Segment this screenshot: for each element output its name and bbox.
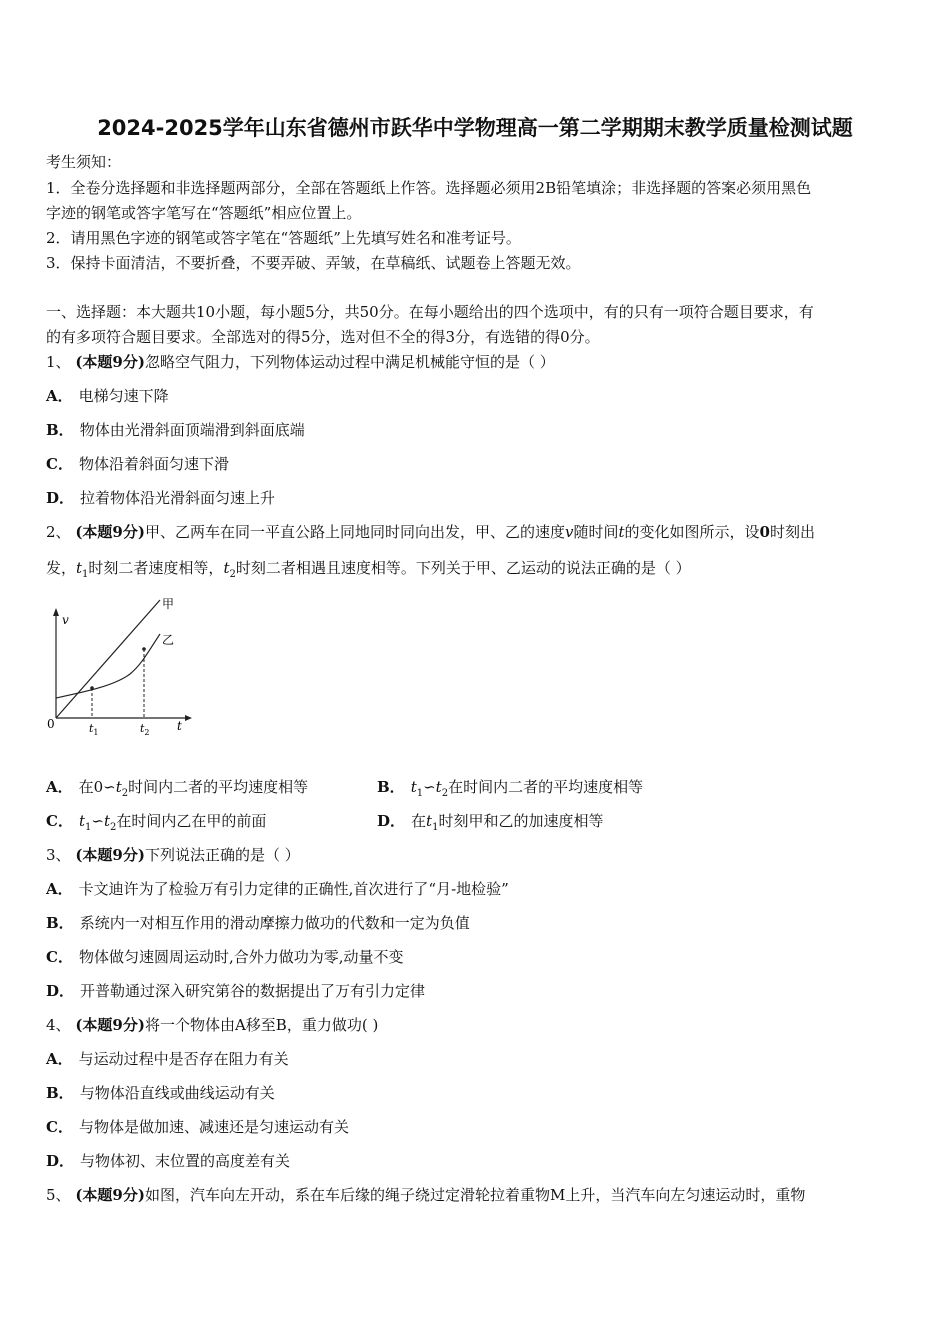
option-d[interactable] <box>377 811 603 838</box>
question-score: (本题9分) <box>75 353 145 371</box>
t-axis-label: t <box>177 719 182 733</box>
option-text: ∽ <box>423 778 436 796</box>
question-number: 3、 <box>46 846 71 864</box>
option-b[interactable] <box>46 420 305 440</box>
jia-label: 甲 <box>162 597 175 611</box>
option-label: A． <box>46 880 73 898</box>
option-c[interactable] <box>46 947 404 967</box>
option-text: 电梯匀速下降 <box>78 387 169 405</box>
question-stem: 将一个物体由A移至B，重力做功( ) <box>144 1016 379 1034</box>
variable-t: t <box>618 523 625 541</box>
option-label: D． <box>377 812 406 830</box>
option-c[interactable] <box>46 811 266 838</box>
option-c[interactable] <box>46 454 229 474</box>
option-label: C． <box>46 812 73 830</box>
variable-v: v <box>564 523 574 541</box>
question-number: 2、 <box>46 523 71 541</box>
subscript: 2 <box>109 822 117 833</box>
t1-point <box>90 686 94 690</box>
yi-label: 乙 <box>162 633 175 647</box>
t1-tick-label: $t_1$ <box>89 722 99 737</box>
option-text: 与运动过程中是否存在阻力有关 <box>78 1050 289 1068</box>
option-a[interactable] <box>46 879 509 899</box>
option-b[interactable] <box>377 777 643 804</box>
variable-t: t <box>426 812 433 830</box>
question-stem: 的变化如图所示，设 <box>624 523 760 541</box>
notice-item: 3．保持卡面清洁，不要折叠，不要弄破、弄皱，在草稿纸、试题卷上答题无效。 <box>46 254 581 272</box>
zero-value: 0 <box>759 523 770 541</box>
option-b[interactable] <box>46 1083 275 1103</box>
t-axis-arrow <box>185 715 192 721</box>
option-b[interactable] <box>46 913 470 933</box>
origin-label: 0 <box>47 717 55 731</box>
subscript: 1 <box>84 822 92 833</box>
variable-t1: t <box>76 559 83 577</box>
option-text: 与物体初、末位置的高度差有关 <box>80 1152 291 1170</box>
question-stem: 甲、乙两车在同一平直公路上同地同时同向出发，甲、乙的速度 <box>144 523 565 541</box>
question-stem: 时刻出 <box>769 523 815 541</box>
option-label: B． <box>46 1084 74 1102</box>
option-c[interactable] <box>46 1117 349 1137</box>
question-5 <box>46 1185 805 1205</box>
option-text: 开普勒通过深入研究第谷的数据提出了万有引力定律 <box>80 982 426 1000</box>
notice-item: 1．全卷分选择题和非选择题两部分，全部在答题纸上作答。选择题必须用2B铅笔填涂；非选择题的答案必须用黑色 <box>46 179 812 197</box>
subscript: 1 <box>82 569 89 580</box>
option-a[interactable] <box>46 386 169 406</box>
option-text: 与物体是做加速、减速还是匀速运动有关 <box>78 1118 349 1136</box>
option-label: A． <box>46 387 73 405</box>
option-label: D． <box>46 1152 75 1170</box>
subscript: 2 <box>229 569 236 580</box>
option-label: A． <box>46 1050 73 1068</box>
subscript: 1 <box>432 822 439 833</box>
question-stem: 如图，汽车向左开动，系在车后缘的绳子绕过定滑轮拉着重物M上升，当汽车向左匀速运动时，重物 <box>144 1186 806 1204</box>
section-intro: 一、选择题：本大题共10小题，每小题5分，共50分。在每小题给出的四个选项中，有的只有一项符合题目要求，有 <box>46 303 814 321</box>
question-score: (本题9分) <box>75 846 145 864</box>
option-text: 时间内二者的平均速度相等 <box>128 778 309 796</box>
option-a[interactable] <box>46 777 308 804</box>
option-label: A． <box>46 778 73 796</box>
page-title: 2024-2025学年山东省德州市跃华中学物理高一第二学期期末教学质量检测试题 <box>97 116 853 140</box>
question-score: (本题9分) <box>75 523 145 541</box>
variable-t: t <box>78 812 85 830</box>
option-text: 物体做匀速圆周运动时,合外力做功为零,动量不变 <box>78 948 404 966</box>
option-text: 卡文迪许为了检验万有引力定律的正确性,首次进行了“月-地检验” <box>78 880 509 898</box>
option-d[interactable] <box>46 488 275 508</box>
variable-t: t <box>410 778 417 796</box>
question-stem: 忽略空气阻力，下列物体运动过程中满足机械能守恒的是（ ） <box>144 353 555 371</box>
option-text: 时刻甲和乙的加速度相等 <box>438 812 604 830</box>
option-text: 在0∽ <box>78 778 116 796</box>
option-label: C． <box>46 455 73 473</box>
question-3 <box>46 845 300 865</box>
variable-t: t <box>115 778 122 796</box>
question-stem: 发， <box>46 559 77 577</box>
question-number: 4、 <box>46 1016 71 1034</box>
t2-point <box>142 647 146 651</box>
notice-heading: 考生须知： <box>46 153 122 171</box>
question-1 <box>46 352 555 372</box>
notice-item: 字迹的钢笔或答字笔写在“答题纸”相应位置上。 <box>46 204 362 222</box>
question-stem: 时刻二者速度相等， <box>88 559 224 577</box>
velocity-time-graph <box>44 594 204 744</box>
question-4 <box>46 1015 378 1035</box>
option-a[interactable] <box>46 1049 289 1069</box>
option-text: ∽ <box>91 812 104 830</box>
question-stem: 随时间 <box>573 523 619 541</box>
question-2 <box>46 522 815 542</box>
t2-tick-label: $t_2$ <box>140 722 150 737</box>
option-text: 物体沿着斜面匀速下滑 <box>78 455 229 473</box>
option-text: 与物体沿直线或曲线运动有关 <box>79 1084 275 1102</box>
option-text: 在 <box>411 812 427 830</box>
variable-t2: t <box>223 559 230 577</box>
option-text: 物体由光滑斜面顶端滑到斜面底端 <box>79 421 305 439</box>
question-stem: 下列说法正确的是（ ） <box>144 846 300 864</box>
option-label: D． <box>46 982 75 1000</box>
option-text: 拉着物体沿光滑斜面匀速上升 <box>80 489 276 507</box>
subscript: 2 <box>121 788 129 799</box>
variable-t: t <box>103 812 110 830</box>
question-score: (本题9分) <box>75 1186 145 1204</box>
option-text: 在时间内乙在甲的前面 <box>116 812 267 830</box>
question-number: 1、 <box>46 353 71 371</box>
subscript: 2 <box>441 788 449 799</box>
subscript: 1 <box>416 788 424 799</box>
option-label: B． <box>377 778 405 796</box>
option-label: C． <box>46 1118 73 1136</box>
question-score: (本题9分) <box>75 1016 145 1034</box>
option-label: D． <box>46 489 75 507</box>
option-label: C． <box>46 948 73 966</box>
variable-t: t <box>435 778 442 796</box>
question-2-cont <box>46 558 691 585</box>
option-label: B． <box>46 421 74 439</box>
question-stem: 时刻二者相遇且速度相等。下列关于甲、乙运动的说法正确的是（ ） <box>235 559 691 577</box>
option-label: B． <box>46 914 74 932</box>
question-number: 5、 <box>46 1186 71 1204</box>
notice-item: 2．请用黑色字迹的钢笔或答字笔在“答题纸”上先填写姓名和准考证号。 <box>46 229 521 247</box>
option-text: 系统内一对相互作用的滑动摩擦力做功的代数和一定为负值 <box>79 914 470 932</box>
v-axis-arrow <box>53 608 59 616</box>
section-intro: 的有多项符合题目要求。全部选对的得5分，选对但不全的得3分，有选错的得0分。 <box>46 328 600 346</box>
option-d[interactable] <box>46 1151 290 1171</box>
option-d[interactable] <box>46 981 425 1001</box>
v-axis-label: v <box>62 613 69 627</box>
option-text: 在时间内二者的平均速度相等 <box>448 778 644 796</box>
